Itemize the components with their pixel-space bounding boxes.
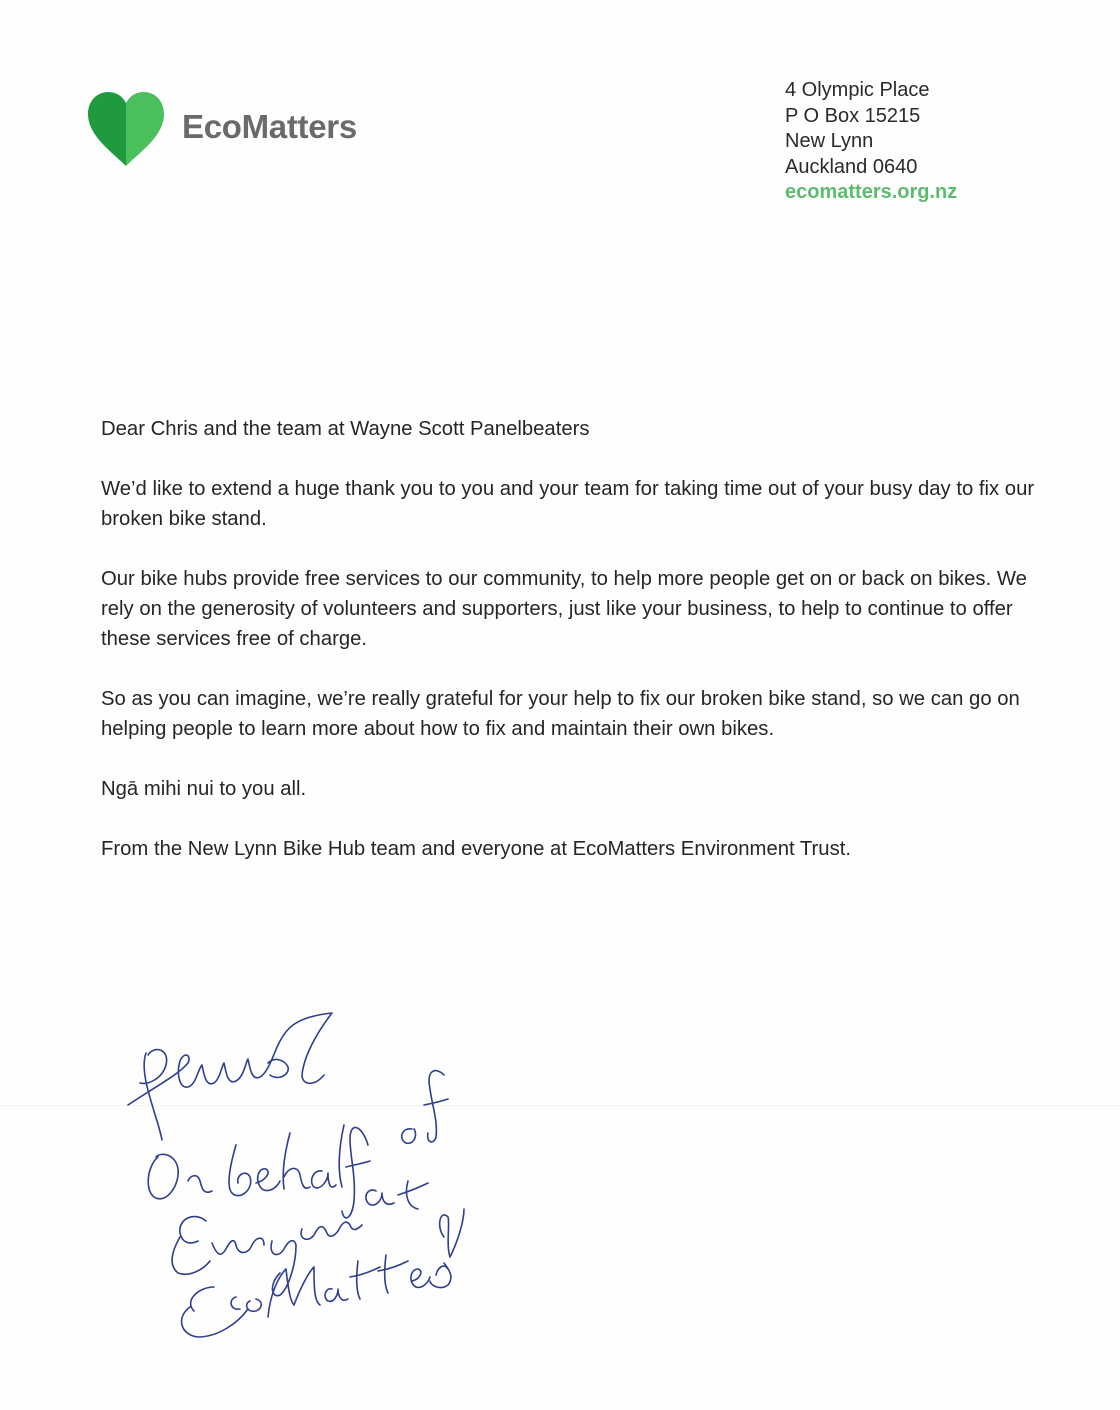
- address-po-box: P O Box 15215: [785, 104, 921, 127]
- body-paragraph: We’d like to extend a huge thank you to you and your team for taking time out of your busy day to fix our broken bike stand.: [101, 478, 1035, 530]
- body-paragraph: Our bike hubs provide free services to our community, to help more people get on or back on bikes. We rely on the generosity of volunteers and supporters, just like your business, to help to continue to offer these services free of charge.: [101, 568, 1027, 650]
- closing-line: Ngā mihi nui to you all.: [101, 778, 307, 800]
- brand-wordmark: EcoMatters: [182, 108, 357, 145]
- ecomatters-logo: [86, 90, 357, 168]
- handwritten-signature: [118, 1005, 468, 1360]
- letter-body: [101, 414, 1041, 894]
- heart-icon: [86, 90, 166, 168]
- address-city: Auckland 0640: [785, 155, 918, 178]
- address-block: [785, 78, 957, 206]
- salutation: Dear Chris and the team at Wayne Scott Panelbeaters: [101, 418, 590, 440]
- address-street: 4 Olympic Place: [785, 79, 930, 101]
- website-link[interactable]: ecomatters.org.nz: [785, 181, 958, 203]
- signoff-line: From the New Lynn Bike Hub team and everyone at EcoMatters Environment Trust.: [101, 838, 851, 860]
- address-suburb: New Lynn: [785, 130, 874, 152]
- body-paragraph: So as you can imagine, we’re really grateful for your help to fix our broken bike stand, so we can go on helping people to learn more about how to fix and maintain their own bikes.: [101, 688, 1020, 740]
